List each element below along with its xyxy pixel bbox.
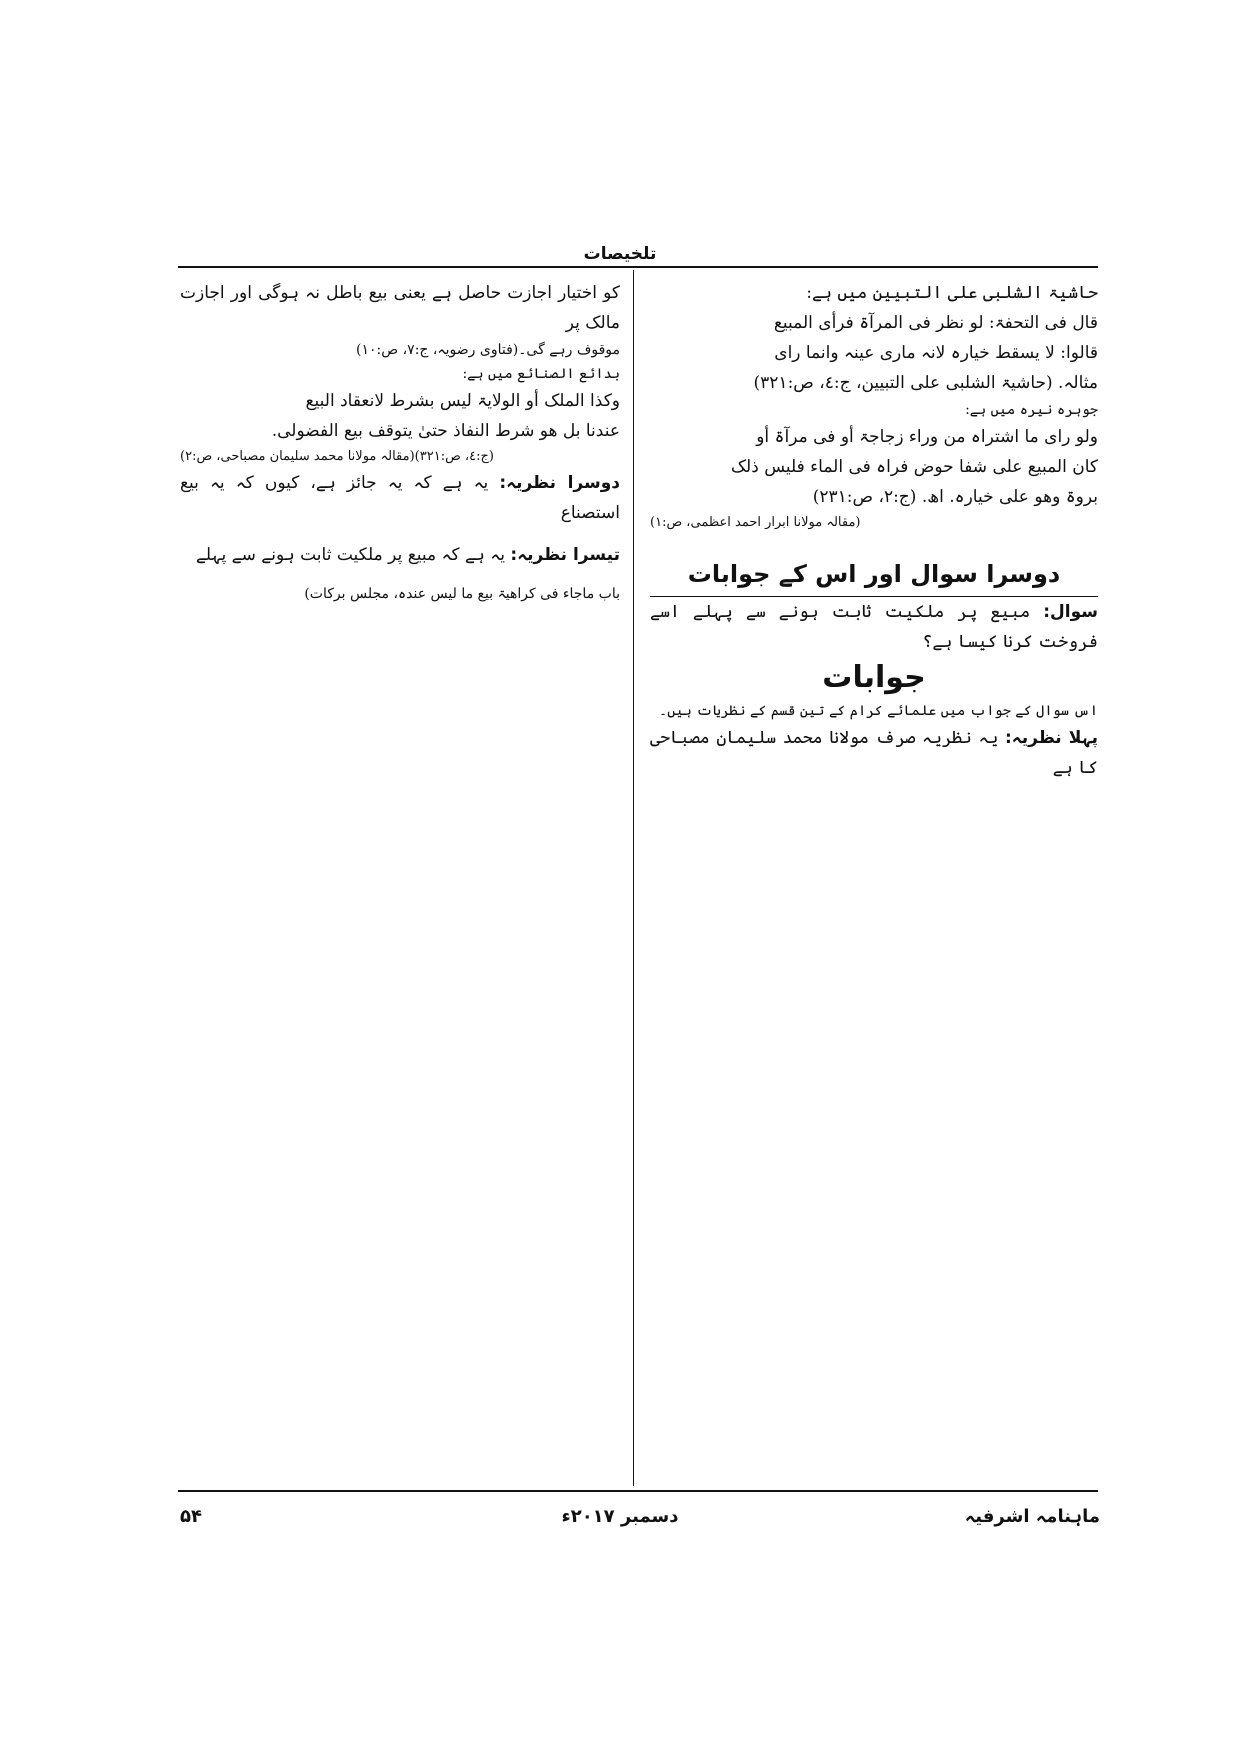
right-line-5: جوہرہ نیرہ میں ہے: [965,402,1098,418]
right-line-7: کان المبیع علی شفا حوض فراہ فی الماء فلیس ذلک [730,457,1098,477]
column-divider [633,270,634,1486]
left-citation-1: (ج:٤، ص:٣٢١)(مقالہ مولانا محمد سلیمان مصباحی، ص:۲) [180,449,494,464]
left-last-line: باب ماجاء فی کراھیۃ بیع ما لیس عندہ، مجلس برکات) [304,586,620,602]
right-column [650,278,1098,783]
right-line-2: قال فی التحفۃ: لو نظر فی المرآۃ فرأی المبیع [773,313,1098,333]
first-view-label: پہلا نظریہ: [1004,728,1099,748]
right-citation-1: (مقالہ مولانا ابرار احمد اعظمی، ص:۱) [650,515,861,530]
section-title: تلخیصات [583,244,657,264]
left-line-2: موقوف رہے گی۔(فتاوی رضویہ، ج:۷، ص:۱۰) [356,342,620,358]
right-line-3: قالوا: لا یسقط خیارہ لانہ ماری عینہ وانما رای [774,343,1098,363]
header-rule [178,266,1098,268]
right-line-1: حاشیۃ الشلبی علی التبیین میں ہے: [806,283,1098,303]
question-label: سوال: [1043,602,1098,622]
third-view-label: تیسرا نظریہ: [510,545,620,565]
footer-date: دسمبر ۲۰۱۷ء [561,1506,679,1527]
left-line-4: وکذا الملک أو الولایۃ لیس بشرط لانعقاد البیع [305,391,620,411]
left-column [180,278,620,606]
second-view-label: دوسرا نظریہ: [499,473,620,493]
footer-rule [178,1490,1098,1492]
left-line-3: بدائع الصنائع میں ہے: [462,366,620,382]
answers-intro: اس سوال کے جواب میں علمائے کرام کے تین قسم کے نظریات ہیں۔ [659,703,1098,719]
heading-answers: جوابات [822,660,926,695]
right-line-4: مثالہ. (حاشیۃ الشلبی علی التبیین، ج:٤، ص:٣٢١) [753,373,1098,393]
right-line-8: بروۃ وھو علی خیارہ. اھ. (ج:٢، ص:٢٣١) [812,487,1098,507]
question-text: مبیع پر ملکیت ثابت ہونے سے پہلے اسے فروخت کرنا کیسا ہے؟ [650,602,1098,652]
left-line-5: عندنا بل ھو شرط النفاذ حتیٰ یتوقف بیع الفضولی. [271,421,620,441]
heading-second-question: دوسرا سوال اور اس کے جوابات [650,554,1098,597]
right-line-6: ولو رای ما اشتراہ من وراء زجاجۃ أو فی مرآۃ أو [756,427,1098,447]
page-number: ۵۴ [180,1506,202,1527]
footer-publication: ماہنامہ اشرفیہ [964,1506,1100,1527]
first-view-text: یہ نظریہ صرف مولانا محمد سلیمان مصباحی کا ہے [650,728,1098,778]
second-view-text: یہ ہے کہ یہ جائز ہے، کیوں کہ یہ بیع استصناع [180,473,620,523]
left-line-1: کو اختیار اجازت حاصل ہے یعنی بیع باطل نہ ہوگی اور اجازت مالک پر [180,283,620,333]
third-view-text: یہ ہے کہ مبیع پر ملکیت ثابت ہونے سے پہلے [195,545,505,565]
